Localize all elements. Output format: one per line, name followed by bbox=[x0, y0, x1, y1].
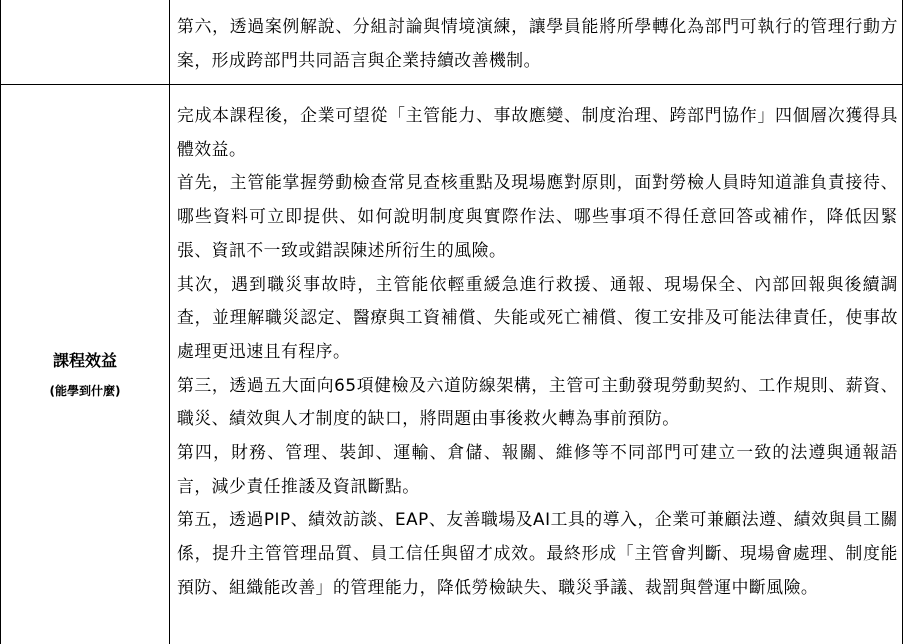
benefit-paragraph-intro: 完成本課程後，企業可望從「主管能力、事故應變、制度治理、跨部門協作」四個層次獲得具體效益。 bbox=[177, 105, 898, 159]
empty-label-cell bbox=[1, 0, 170, 85]
table-row-previous-section bbox=[1, 0, 903, 85]
benefit-paragraph-fourth: 第四，財務、管理、裝卸、運輸、倉儲、報關、維修等不同部門可建立一致的法遵與通報語言，減少責任推諉及資訊斷點。 bbox=[177, 442, 898, 496]
benefit-paragraph-first: 首先，主管能掌握勞動檢查常見查核重點及現場應對原則，面對勞檢人員時知道誰負責接待、哪些資料可立即提供、如何說明制度與實際作法、哪些事項不得任意回答或補作，降低因緊張、資訊不一致或錯誤陳述所衍生的風險。 bbox=[177, 172, 898, 260]
benefit-paragraph-second: 其次，遇到職災事故時，主管能依輕重緩急進行救援、通報、現場保全、內部回報與後續調查，並理解職災認定、醫療與工資補償、失能或死亡補償、復工安排及可能法律責任，使事故處理更迅速且有程序。 bbox=[177, 273, 898, 361]
course-benefits-title: 課程效益 bbox=[52, 351, 117, 370]
previous-section-content-cell bbox=[170, 0, 903, 85]
course-benefits-body bbox=[177, 85, 898, 605]
course-benefits-subtitle: (能學到什麼) bbox=[49, 384, 121, 398]
benefit-paragraph-fifth: 第五，透過PIP、績效訪談、EAP、友善職場及AI工具的導入，企業可兼顧法遵、績效與員工關係，提升主管管理品質、員工信任與留才成效。最終形成「主管會判斷、現場會處理、制度能預防、組織能改善」的管理能力，降低勞檢缺失、職災爭議、裁罰與營運中斷風險。 bbox=[177, 509, 898, 597]
benefit-paragraph-third: 第三，透過五大面向65項健檢及六道防線架構，主管可主動發現勞動契約、工作規則、薪資、職災、績效與人才制度的缺口，將問題由事後救火轉為事前預防。 bbox=[177, 374, 898, 429]
paragraph-sixth-point: 第六，透過案例解說、分組討論與情境演練，讓學員能將所學轉化為部門可執行的管理行動方案，形成跨部門共同語言與企業持續改善機制。 bbox=[177, 16, 898, 70]
course-benefits-label-cell bbox=[1, 85, 170, 644]
table-row-course-benefits bbox=[1, 85, 903, 644]
course-benefits-content-cell bbox=[170, 85, 903, 644]
